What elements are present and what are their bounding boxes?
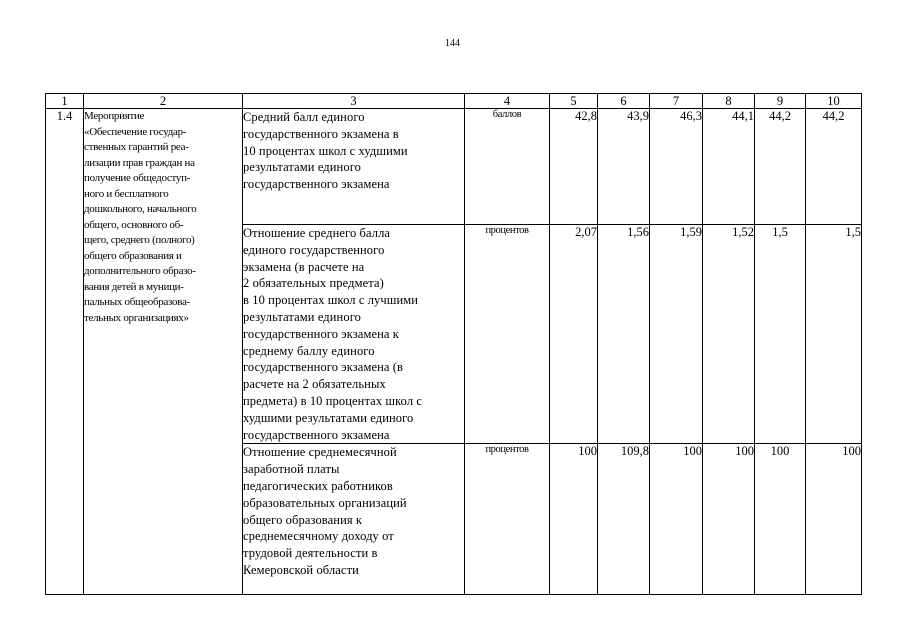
unit-cell: баллов xyxy=(465,109,550,225)
value-cell: 42,8 xyxy=(550,109,598,225)
indicator-text: Средний балл единого государственного экзамена в 10 процентах школ с худшими результатами единого государственного экзамена xyxy=(243,110,408,192)
column-header: 6 xyxy=(598,94,650,109)
unit-cell: процентов xyxy=(465,444,550,595)
event-text: Мероприятие «Обеспечение государ- ственных гарантий реа- лизации прав граждан на получение общедоступ- ного и бесплатного дошкольного, начального общего, основного об- щего, среднего (полного) общего образования и дополнительного образо- вания детей в муници- пальных общеобразова- тельных организациях» xyxy=(84,110,197,324)
indicator-cell xyxy=(243,444,465,595)
header-row xyxy=(46,94,862,109)
value-cell: 1,59 xyxy=(650,225,703,444)
value-cell: 100 xyxy=(806,444,862,595)
value-cell: 44,2 xyxy=(806,109,862,225)
table-row xyxy=(46,109,862,225)
value-cell: 100 xyxy=(703,444,755,595)
indicators-table xyxy=(45,93,862,595)
indicator-text: Отношение среднемесячной заработной платы педагогических работников образовательных организаций общего образования к среднемесячному доходу от трудовой деятельности в Кемеровской области xyxy=(243,445,407,577)
indicator-cell xyxy=(243,109,465,225)
column-header: 7 xyxy=(650,94,703,109)
indicator-cell xyxy=(243,225,465,444)
column-header: 5 xyxy=(550,94,598,109)
value-cell: 1,52 xyxy=(703,225,755,444)
value-cell: 100 xyxy=(550,444,598,595)
value-cell: 2,07 xyxy=(550,225,598,444)
value-cell: 100 xyxy=(650,444,703,595)
value-cell: 43,9 xyxy=(598,109,650,225)
row-number: 1.4 xyxy=(46,109,84,595)
indicator-text: Отношение среднего балла единого государственного экзамена (в расчете на 2 обязательных предмета) в 10 процентах школ с лучшими результатами единого государственного экзамена к среднему баллу единого государственного экзамена (в расчете на 2 обязательных предмета) в 10 процентах школ с худшими результатами единого государственного экзамена xyxy=(243,226,423,442)
column-header: 9 xyxy=(755,94,806,109)
value-cell: 1,5 xyxy=(755,225,806,444)
value-cell: 109,8 xyxy=(598,444,650,595)
column-header: 8 xyxy=(703,94,755,109)
event-description xyxy=(84,109,243,595)
column-header: 2 xyxy=(84,94,243,109)
value-cell: 100 xyxy=(755,444,806,595)
value-cell: 44,2 xyxy=(755,109,806,225)
value-cell: 1,56 xyxy=(598,225,650,444)
column-header: 4 xyxy=(465,94,550,109)
column-header: 10 xyxy=(806,94,862,109)
column-header: 3 xyxy=(243,94,465,109)
value-cell: 44,1 xyxy=(703,109,755,225)
column-header: 1 xyxy=(46,94,84,109)
unit-cell: процентов xyxy=(465,225,550,444)
page-number: 144 xyxy=(445,38,460,49)
value-cell: 46,3 xyxy=(650,109,703,225)
value-cell: 1,5 xyxy=(806,225,862,444)
